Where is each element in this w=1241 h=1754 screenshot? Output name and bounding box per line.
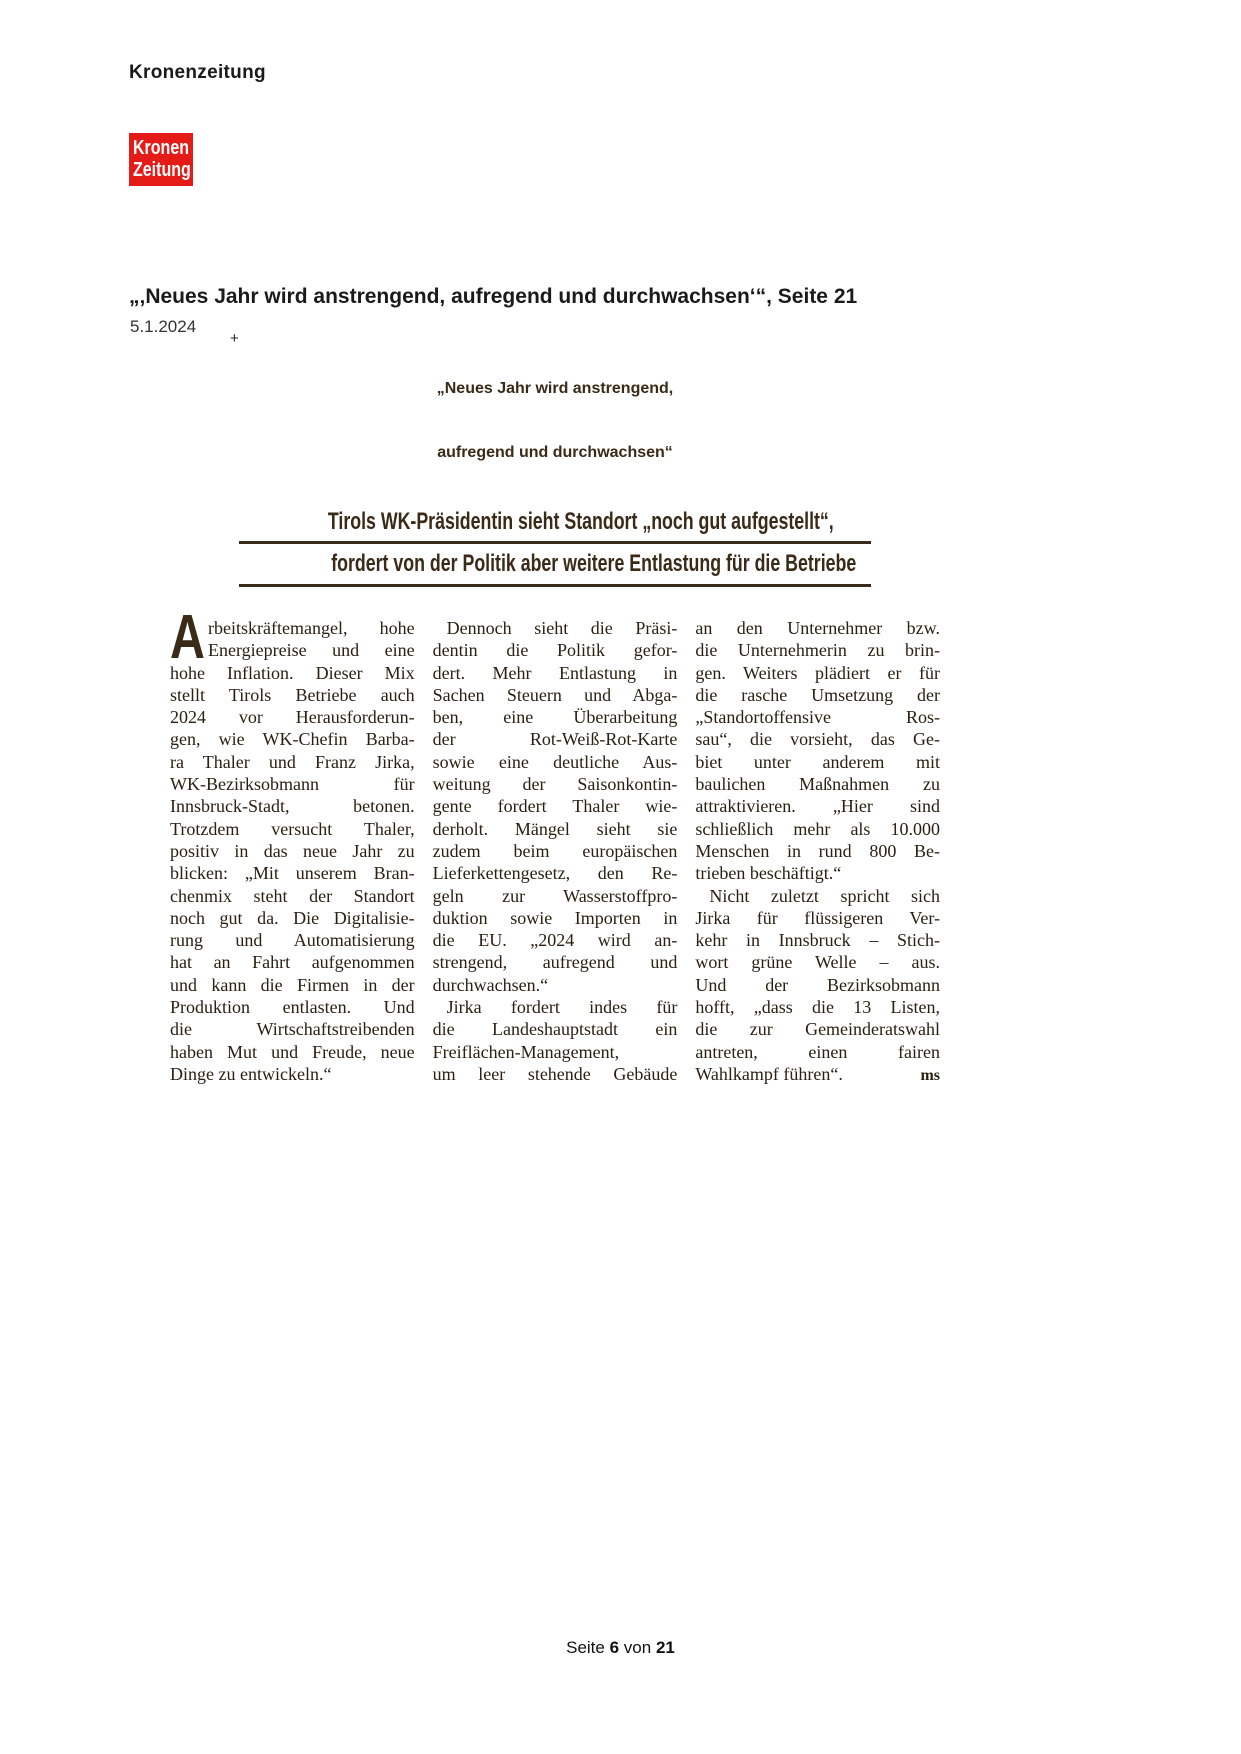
article-column-1 — [170, 603, 415, 1087]
document-date: 5.1.2024 — [130, 317, 197, 336]
article-text-line: Menschen in rund 800 Be- — [695, 840, 941, 861]
article-text-line: der Rot-Weiß-Rot-Karte — [432, 729, 678, 750]
article-text-line: Sachen Steuern und Abga- — [432, 684, 678, 705]
article-column-2 — [433, 617, 678, 1087]
article-body — [170, 603, 941, 1087]
article-text-line: ra Thaler und Franz Jirka, — [170, 751, 415, 772]
article-text-line: dert. Mehr Entlastung in — [432, 662, 678, 683]
article-text-line: die Landeshauptstadt ein — [432, 1019, 678, 1040]
article-text-line: Freiflächen-Management, — [432, 1041, 620, 1062]
article-text-line: rung und Automatisierung — [170, 930, 415, 951]
article-text-line: positiv in das neue Jahr zu — [170, 840, 415, 861]
article-text-line: gen. Weiters plädiert er für — [695, 662, 941, 683]
logo-line-2: Zeitung — [133, 159, 191, 181]
article-text-line: hofft, „dass die 13 Listen, — [695, 997, 941, 1018]
article-text-line: chenmix steht der Standort — [170, 885, 415, 906]
article-text-line: die Unternehmerin zu brin- — [695, 640, 941, 661]
article-text-line: trieben beschäftigt.“ — [695, 863, 842, 884]
article-text-line: und kann die Firmen in der — [170, 974, 415, 995]
article-text-line: „Standortoffensive Ros- — [695, 707, 941, 728]
article-text-line: dentin die Politik gefor- — [432, 640, 678, 661]
footer-label-seite: Seite — [566, 1638, 605, 1657]
article-text-line: die EU. „2024 wird an- — [432, 930, 678, 951]
article-text-line: weitung der Saisonkontin- — [432, 774, 678, 795]
article-text-line: rbeitskräftemangel, hohe — [208, 618, 415, 638]
article-text-line: sowie eine deutliche Aus- — [432, 751, 678, 772]
article-text-line: kehr in Innsbruck – Stich- — [695, 930, 941, 951]
dropcap-letter: A — [170, 603, 205, 672]
article-text-line: noch gut da. Die Digitalisie- — [170, 907, 415, 928]
kronen-zeitung-logo — [129, 133, 193, 186]
article-text-line: an den Unternehmer bzw. — [695, 618, 941, 638]
article-text-line: die Wirtschaftstreibenden — [170, 1019, 415, 1040]
article-text-line: gen, wie WK-Chefin Barba- — [170, 729, 415, 750]
footer-total-pages: 21 — [655, 1638, 675, 1657]
article-text-line: Trotzdem versucht Thaler, — [170, 818, 415, 839]
article-text-line: wort grüne Welle – aus. — [695, 952, 941, 973]
article-text-line: blicken: „Mit unserem Bran- — [170, 863, 415, 884]
article-column-3 — [695, 617, 940, 1087]
document-title: „‚Neues Jahr wird anstrengend, aufregend und durchwachsen‘“, Seite 21 — [129, 285, 858, 308]
article-text-line: duktion sowie Importen in — [432, 907, 678, 928]
article-headline-line-1: „Neues Jahr wird anstrengend, — [436, 380, 674, 397]
article-text-line: Energiepreise und eine — [208, 640, 415, 661]
article-text-line: hohe Inflation. Dieser Mix — [170, 662, 415, 683]
article-text-line: Und der Bezirksobmann — [695, 974, 941, 995]
article-text: Wahlkampf führen“. — [695, 1063, 843, 1084]
article-text-line: strengend, aufregend und — [432, 952, 678, 973]
article-text-line: Nicht zuletzt spricht sich — [709, 885, 941, 906]
article-text-line: baulichen Maßnahmen zu — [695, 774, 941, 795]
article-text-line: haben Mut und Freude, neue — [170, 1041, 415, 1062]
article-subhead-2: fordert von der Politik aber weitere Entlastung für die Betriebe — [239, 550, 871, 587]
article-text-line: ben, eine Überarbeitung — [432, 707, 678, 728]
article-text-line: Produktion entlasten. Und — [170, 997, 415, 1018]
article-text-line: Lieferkettengesetz, den Re- — [432, 863, 678, 884]
article-text-line: sau“, die vorsieht, das Ge- — [695, 729, 941, 750]
article-text-line: die zur Gemeinderatswahl — [695, 1019, 941, 1040]
article-text-line: antreten, einen fairen — [695, 1041, 941, 1062]
logo-line-1: Kronen — [133, 137, 189, 159]
article-text-line: gente fordert Thaler wie- — [432, 796, 678, 817]
article-text-line: WK-Bezirksobmann für — [170, 774, 415, 795]
article-text-line: attraktivieren. „Hier sind — [695, 796, 941, 817]
article-text-line: Innsbruck-Stadt, betonen. — [170, 796, 415, 817]
article-text-line: biet unter anderem mit — [695, 751, 941, 772]
footer-label-von: von — [623, 1638, 652, 1657]
author-initials: ms — [920, 1066, 941, 1084]
article-text-line: derholt. Mängel sieht sie — [432, 818, 678, 839]
article-text-line: durchwachsen.“ — [432, 974, 549, 995]
footer-current-page: 6 — [609, 1638, 620, 1657]
source-label: Kronenzeitung — [129, 62, 266, 83]
article-headline-line-2: aufregend und durchwachsen“ — [437, 444, 673, 461]
article-text-line: die rasche Umsetzung der — [695, 684, 941, 705]
scan-crop-mark: + — [230, 330, 239, 347]
article-text-line — [695, 1063, 940, 1087]
article-text-line: stellt Tirols Betriebe auch — [170, 684, 415, 705]
article-text-line: 2024 vor Herausforderun- — [170, 707, 415, 728]
page-footer — [0, 1638, 1241, 1658]
article-text-line: Dennoch sieht die Präsi- — [446, 618, 678, 638]
article-subhead-1: Tirols WK-Präsidentin sieht Standort „noch gut aufgestellt“, — [239, 508, 871, 544]
article-text-line: Jirka fordert indes für — [446, 997, 678, 1018]
article-text-line: hat an Fahrt aufgenommen — [170, 952, 415, 973]
article-text-line: geln zur Wasserstoffpro- — [432, 885, 678, 906]
article-text-line: um leer stehende Gebäude — [432, 1063, 678, 1084]
article-text-line: schließlich mehr als 10.000 — [695, 818, 941, 839]
article-text-line: Dinge zu entwickeln.“ — [170, 1063, 332, 1084]
article-text-line: zudem beim europäischen — [432, 840, 678, 861]
article-text-line: Jirka für flüssigeren Ver- — [695, 907, 941, 928]
